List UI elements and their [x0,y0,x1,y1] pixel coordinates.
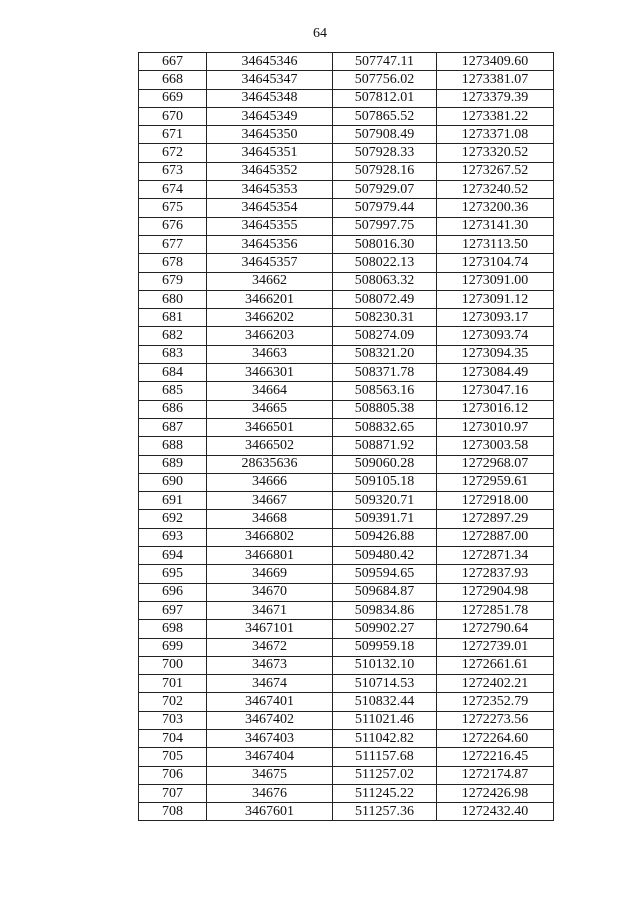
table-row [139,309,554,327]
y-coordinate-cell: 1272968.07 [437,455,554,473]
table-row [139,601,554,619]
y-coordinate-cell: 1273320.52 [437,144,554,162]
point-id-cell: 34645349 [207,107,333,125]
row-number-cell: 703 [139,711,207,729]
x-coordinate-cell: 508016.30 [333,235,437,253]
y-coordinate-cell: 1272887.00 [437,528,554,546]
y-coordinate-cell: 1273379.39 [437,89,554,107]
table-row [139,784,554,802]
table-row [139,455,554,473]
point-id-cell: 34670 [207,583,333,601]
row-number-cell: 686 [139,400,207,418]
y-coordinate-cell: 1272897.29 [437,510,554,528]
y-coordinate-cell: 1273240.52 [437,181,554,199]
row-number-cell: 699 [139,638,207,656]
table-row [139,364,554,382]
row-number-cell: 705 [139,748,207,766]
x-coordinate-cell: 507979.44 [333,199,437,217]
point-id-cell: 3467401 [207,693,333,711]
row-number-cell: 680 [139,290,207,308]
point-id-cell: 3467404 [207,748,333,766]
table-row [139,803,554,821]
y-coordinate-cell: 1272264.60 [437,729,554,747]
x-coordinate-cell: 510714.53 [333,675,437,693]
x-coordinate-cell: 508805.38 [333,400,437,418]
row-number-cell: 667 [139,53,207,71]
y-coordinate-cell: 1272216.45 [437,748,554,766]
table-row [139,382,554,400]
x-coordinate-cell: 510132.10 [333,656,437,674]
table-row [139,126,554,144]
x-coordinate-cell: 509594.65 [333,565,437,583]
x-coordinate-cell: 508371.78 [333,364,437,382]
y-coordinate-cell: 1273010.97 [437,418,554,436]
x-coordinate-cell: 509320.71 [333,492,437,510]
row-number-cell: 693 [139,528,207,546]
table-row [139,729,554,747]
row-number-cell: 673 [139,162,207,180]
x-coordinate-cell: 508832.65 [333,418,437,436]
point-id-cell: 34676 [207,784,333,802]
table-row [139,656,554,674]
y-coordinate-cell: 1272837.93 [437,565,554,583]
table-row [139,693,554,711]
row-number-cell: 698 [139,620,207,638]
y-coordinate-cell: 1272426.98 [437,784,554,802]
x-coordinate-cell: 507756.02 [333,71,437,89]
point-id-cell: 34674 [207,675,333,693]
y-coordinate-cell: 1273093.74 [437,327,554,345]
row-number-cell: 677 [139,235,207,253]
point-id-cell: 34664 [207,382,333,400]
y-coordinate-cell: 1272918.00 [437,492,554,510]
point-id-cell: 3467402 [207,711,333,729]
row-number-cell: 706 [139,766,207,784]
x-coordinate-cell: 508063.32 [333,272,437,290]
x-coordinate-cell: 507865.52 [333,107,437,125]
point-id-cell: 34668 [207,510,333,528]
x-coordinate-cell: 511245.22 [333,784,437,802]
y-coordinate-cell: 1272790.64 [437,620,554,638]
table-row [139,162,554,180]
table-row [139,437,554,455]
y-coordinate-cell: 1273104.74 [437,254,554,272]
coordinates-table [138,52,554,821]
table-row [139,547,554,565]
table-row [139,107,554,125]
point-id-cell: 3466301 [207,364,333,382]
y-coordinate-cell: 1272904.98 [437,583,554,601]
table-row [139,766,554,784]
y-coordinate-cell: 1273409.60 [437,53,554,71]
table-row [139,327,554,345]
point-id-cell: 34645357 [207,254,333,272]
row-number-cell: 696 [139,583,207,601]
table-row [139,400,554,418]
point-id-cell: 34645351 [207,144,333,162]
table-row [139,675,554,693]
point-id-cell: 3466203 [207,327,333,345]
y-coordinate-cell: 1272402.21 [437,675,554,693]
y-coordinate-cell: 1272871.34 [437,547,554,565]
x-coordinate-cell: 508563.16 [333,382,437,400]
y-coordinate-cell: 1273091.12 [437,290,554,308]
point-id-cell: 34667 [207,492,333,510]
y-coordinate-cell: 1272352.79 [437,693,554,711]
point-id-cell: 34671 [207,601,333,619]
table-row [139,528,554,546]
table-row [139,418,554,436]
point-id-cell: 3466502 [207,437,333,455]
row-number-cell: 702 [139,693,207,711]
table-row [139,53,554,71]
table-row [139,144,554,162]
coordinates-table-body [139,53,554,821]
table-row [139,272,554,290]
point-id-cell: 34645347 [207,71,333,89]
row-number-cell: 684 [139,364,207,382]
x-coordinate-cell: 511257.36 [333,803,437,821]
point-id-cell: 34675 [207,766,333,784]
y-coordinate-cell: 1273113.50 [437,235,554,253]
point-id-cell: 34645350 [207,126,333,144]
y-coordinate-cell: 1272174.87 [437,766,554,784]
x-coordinate-cell: 507929.07 [333,181,437,199]
row-number-cell: 695 [139,565,207,583]
row-number-cell: 681 [139,309,207,327]
x-coordinate-cell: 511157.68 [333,748,437,766]
table-row [139,71,554,89]
row-number-cell: 676 [139,217,207,235]
y-coordinate-cell: 1273084.49 [437,364,554,382]
table-row [139,711,554,729]
table-row [139,345,554,363]
y-coordinate-cell: 1272432.40 [437,803,554,821]
x-coordinate-cell: 508274.09 [333,327,437,345]
table-row [139,290,554,308]
table-row [139,254,554,272]
point-id-cell: 34662 [207,272,333,290]
row-number-cell: 685 [139,382,207,400]
y-coordinate-cell: 1273016.12 [437,400,554,418]
table-row [139,620,554,638]
row-number-cell: 688 [139,437,207,455]
y-coordinate-cell: 1273381.22 [437,107,554,125]
row-number-cell: 690 [139,473,207,491]
y-coordinate-cell: 1272959.61 [437,473,554,491]
row-number-cell: 683 [139,345,207,363]
row-number-cell: 672 [139,144,207,162]
row-number-cell: 682 [139,327,207,345]
point-id-cell: 34665 [207,400,333,418]
table-row [139,510,554,528]
y-coordinate-cell: 1273093.17 [437,309,554,327]
row-number-cell: 675 [139,199,207,217]
x-coordinate-cell: 508321.20 [333,345,437,363]
row-number-cell: 668 [139,71,207,89]
table-row [139,199,554,217]
row-number-cell: 704 [139,729,207,747]
row-number-cell: 669 [139,89,207,107]
point-id-cell: 34666 [207,473,333,491]
point-id-cell: 3467101 [207,620,333,638]
row-number-cell: 707 [139,784,207,802]
x-coordinate-cell: 508022.13 [333,254,437,272]
page-number: 64 [313,26,327,41]
x-coordinate-cell: 508072.49 [333,290,437,308]
table-row [139,583,554,601]
x-coordinate-cell: 508230.31 [333,309,437,327]
x-coordinate-cell: 509902.27 [333,620,437,638]
y-coordinate-cell: 1272273.56 [437,711,554,729]
row-number-cell: 674 [139,181,207,199]
point-id-cell: 3466801 [207,547,333,565]
row-number-cell: 671 [139,126,207,144]
x-coordinate-cell: 510832.44 [333,693,437,711]
x-coordinate-cell: 507908.49 [333,126,437,144]
y-coordinate-cell: 1273094.35 [437,345,554,363]
x-coordinate-cell: 507747.11 [333,53,437,71]
row-number-cell: 670 [139,107,207,125]
row-number-cell: 687 [139,418,207,436]
x-coordinate-cell: 507928.16 [333,162,437,180]
table-row [139,638,554,656]
x-coordinate-cell: 509834.86 [333,601,437,619]
point-id-cell: 34645352 [207,162,333,180]
x-coordinate-cell: 507928.33 [333,144,437,162]
point-id-cell: 34645356 [207,235,333,253]
point-id-cell: 34645355 [207,217,333,235]
point-id-cell: 34673 [207,656,333,674]
y-coordinate-cell: 1273091.00 [437,272,554,290]
x-coordinate-cell: 509480.42 [333,547,437,565]
point-id-cell: 28635636 [207,455,333,473]
x-coordinate-cell: 509426.88 [333,528,437,546]
x-coordinate-cell: 511042.82 [333,729,437,747]
point-id-cell: 3466501 [207,418,333,436]
point-id-cell: 34645353 [207,181,333,199]
point-id-cell: 3466802 [207,528,333,546]
x-coordinate-cell: 507812.01 [333,89,437,107]
x-coordinate-cell: 509391.71 [333,510,437,528]
row-number-cell: 708 [139,803,207,821]
table-row [139,89,554,107]
x-coordinate-cell: 509959.18 [333,638,437,656]
y-coordinate-cell: 1273141.30 [437,217,554,235]
x-coordinate-cell: 511257.02 [333,766,437,784]
point-id-cell: 34645354 [207,199,333,217]
row-number-cell: 691 [139,492,207,510]
point-id-cell: 34672 [207,638,333,656]
row-number-cell: 694 [139,547,207,565]
x-coordinate-cell: 509684.87 [333,583,437,601]
table-row [139,235,554,253]
row-number-cell: 697 [139,601,207,619]
y-coordinate-cell: 1272739.01 [437,638,554,656]
table-row [139,473,554,491]
row-number-cell: 679 [139,272,207,290]
point-id-cell: 34645348 [207,89,333,107]
table-row [139,217,554,235]
row-number-cell: 692 [139,510,207,528]
row-number-cell: 689 [139,455,207,473]
table-row [139,748,554,766]
y-coordinate-cell: 1272851.78 [437,601,554,619]
y-coordinate-cell: 1273381.07 [437,71,554,89]
y-coordinate-cell: 1273047.16 [437,382,554,400]
row-number-cell: 678 [139,254,207,272]
point-id-cell: 34663 [207,345,333,363]
table-row [139,565,554,583]
point-id-cell: 34645346 [207,53,333,71]
x-coordinate-cell: 509105.18 [333,473,437,491]
point-id-cell: 3467601 [207,803,333,821]
y-coordinate-cell: 1273267.52 [437,162,554,180]
x-coordinate-cell: 507997.75 [333,217,437,235]
point-id-cell: 3466201 [207,290,333,308]
y-coordinate-cell: 1273200.36 [437,199,554,217]
row-number-cell: 701 [139,675,207,693]
point-id-cell: 34669 [207,565,333,583]
point-id-cell: 3467403 [207,729,333,747]
point-id-cell: 3466202 [207,309,333,327]
x-coordinate-cell: 509060.28 [333,455,437,473]
table-row [139,492,554,510]
x-coordinate-cell: 511021.46 [333,711,437,729]
table-row [139,181,554,199]
x-coordinate-cell: 508871.92 [333,437,437,455]
y-coordinate-cell: 1273371.08 [437,126,554,144]
y-coordinate-cell: 1272661.61 [437,656,554,674]
y-coordinate-cell: 1273003.58 [437,437,554,455]
row-number-cell: 700 [139,656,207,674]
